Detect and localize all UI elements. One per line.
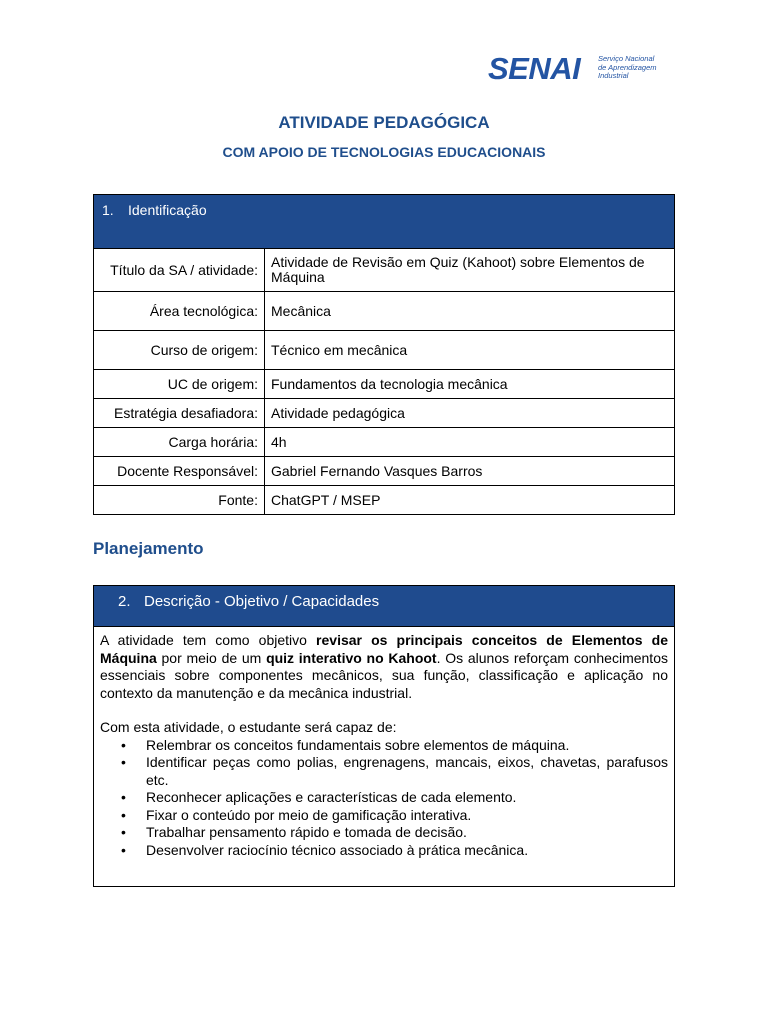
table-row xyxy=(94,457,675,486)
text-run: A atividade tem como objetivo xyxy=(100,632,317,648)
row-label: Carga horária: xyxy=(94,428,265,457)
objective-paragraph xyxy=(100,632,668,702)
bold-text: revisar os principais conceitos de Elementos de Máquina xyxy=(100,632,668,666)
planning-heading: Planejamento xyxy=(93,539,204,558)
page-title: ATIVIDADE PEDAGÓGICA xyxy=(278,113,490,132)
table-row xyxy=(94,249,675,292)
row-value: Mecânica xyxy=(265,292,675,331)
table-row xyxy=(94,292,675,331)
row-label: Título da SA / atividade: xyxy=(94,249,265,292)
logo-wordmark: SENAI xyxy=(488,51,581,86)
table-row xyxy=(94,428,675,457)
description-header xyxy=(94,586,674,627)
row-value: Fundamentos da tecnologia mecânica xyxy=(265,370,675,399)
senai-logo xyxy=(488,52,666,86)
section-number: 2. xyxy=(118,593,131,610)
description-box xyxy=(93,585,675,887)
logo-sub-line: Industrial xyxy=(598,71,629,80)
logo-sub-line: de Aprendizagem xyxy=(598,62,657,72)
row-value: ChatGPT / MSEP xyxy=(265,486,675,515)
section-number: 1. xyxy=(102,202,114,218)
row-label: Docente Responsável: xyxy=(94,457,265,486)
table-row xyxy=(94,399,675,428)
capabilities-list xyxy=(100,737,668,860)
row-value: Atividade de Revisão em Quiz (Kahoot) sobre Elementos de Máquina xyxy=(265,249,675,292)
identification-header xyxy=(94,195,675,249)
list-item: • Trabalhar pensamento rápido e tomada de decisão. xyxy=(146,824,668,842)
capabilities-intro: Com esta atividade, o estudante será capaz de: xyxy=(100,719,397,735)
text-run: por meio de um xyxy=(156,649,267,666)
row-label: Estratégia desafiadora: xyxy=(94,399,265,428)
table-row xyxy=(94,331,675,370)
identification-table xyxy=(93,194,675,515)
row-label: Fonte: xyxy=(94,486,265,515)
section-title: Descrição - Objetivo / Capacidades xyxy=(144,593,380,610)
row-value: 4h xyxy=(265,428,675,457)
logo-subtitle xyxy=(598,55,668,81)
bold-text: quiz interativo no Kahoot xyxy=(266,649,437,666)
table-row xyxy=(94,486,675,515)
logo-sub-line: Serviço Nacional xyxy=(598,54,655,63)
row-value: Gabriel Fernando Vasques Barros xyxy=(265,457,675,486)
row-value: Técnico em mecânica xyxy=(265,331,675,370)
list-item: • Fixar o conteúdo por meio de gamificação interativa. xyxy=(146,807,668,825)
list-item: • Identificar peças como polias, engrenagens, mancais, eixos, chavetas, parafusos etc. xyxy=(146,754,668,789)
list-item: • Reconhecer aplicações e características de cada elemento. xyxy=(146,789,668,807)
text-run: . Os alunos reforçam conhecimentos essenciais sobre componentes mecânicos, sua função, classificação e aplicação no contexto da manutenção e da mecânica industrial. xyxy=(100,649,668,701)
page-subtitle: COM APOIO DE TECNOLOGIAS EDUCACIONAIS xyxy=(222,144,546,160)
row-label: Área tecnológica: xyxy=(94,292,265,331)
description-body xyxy=(94,627,674,859)
row-label: UC de origem: xyxy=(94,370,265,399)
list-item: • Relembrar os conceitos fundamentais sobre elementos de máquina. xyxy=(146,737,668,755)
table-row xyxy=(94,370,675,399)
row-value: Atividade pedagógica xyxy=(265,399,675,428)
section-title: Identificação xyxy=(128,202,207,218)
row-label: Curso de origem: xyxy=(94,331,265,370)
list-item: • Desenvolver raciocínio técnico associado à prática mecânica. xyxy=(146,842,668,860)
